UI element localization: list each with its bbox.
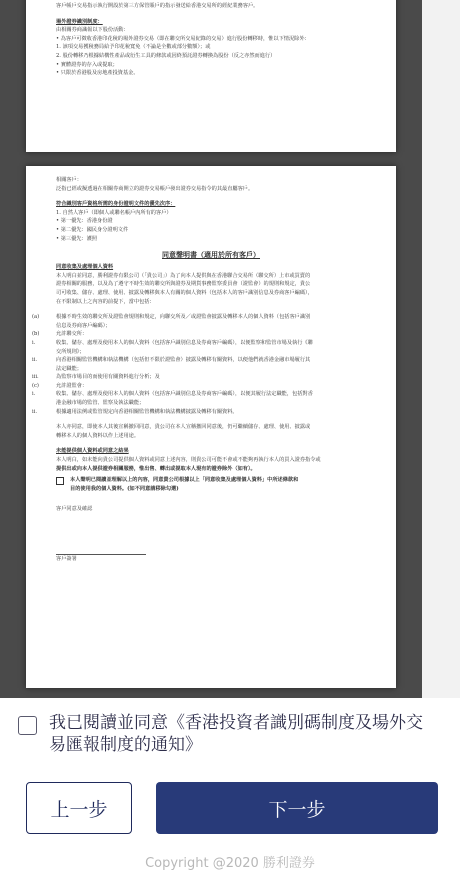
consent-item bbox=[32, 313, 366, 322]
item-text: 收集、儲存、處理及使用本人的個人資料（包括客戶識別信息及券商客戶編碼），以便監察和監管市場及執行《聯 bbox=[56, 339, 313, 346]
pdf-text: 由相關券商識報以下股份活動： bbox=[56, 27, 129, 34]
consent-item bbox=[32, 382, 366, 391]
item-mark: (a) bbox=[32, 314, 40, 321]
item-text: 交所規則》； bbox=[56, 348, 85, 355]
pdf-text: 本人亦同意，即使本人其後宣稱撤回同意，貴公司在本人宣稱撤回同意後，仍可繼續儲存、處理、使用、披露或 bbox=[56, 424, 311, 431]
pdf-text: • 第二優先：國民身分證明文件 bbox=[56, 226, 129, 233]
consent-item bbox=[56, 322, 366, 331]
agree-checkbox[interactable] bbox=[18, 716, 37, 735]
pdf-text: 本人聲明已閱讀並理解以上的內容，同意貴公司根據以上「同意收集及處理個人資料」中所述條款和 bbox=[70, 477, 299, 484]
item-mark: ii. bbox=[32, 408, 37, 415]
item-text: 信息及券商客戶編碼）； bbox=[56, 322, 111, 329]
pdf-text: 泛指已經或擬透過在相關券商開立的證券交易帳戶發出證券交易指令的其最直屬客戶。 bbox=[56, 185, 254, 192]
consent-subtitle: 同意收集及處理個人資料 bbox=[56, 264, 114, 271]
next-button[interactable]: 下一步 bbox=[156, 782, 438, 834]
item-mark: (c) bbox=[32, 382, 39, 389]
pdf-text: 證券相關的服務，以及為了遵守不時生效的聯交所與證券及期貨事務監察委員會（證監會）的規則和規定，貴公 bbox=[56, 281, 311, 288]
item-text: 收集、儲存、處理及使用本人的個人資料（包括客戶識別信息及券商客戶編碼），以便其履行法定職能，包括對香 bbox=[56, 391, 313, 398]
pdf-text: 本人明白，如未能向貴公司提供個人資料或同意上述內容，則貴公司可能不會或不能夠再執行本人的買入證券指令或 bbox=[56, 457, 321, 464]
consent-item bbox=[32, 408, 366, 417]
pdf-text: 本人明白並同意，勝利證券有限公司（「貴公司」）為了向本人提供與在香港聯合交易所（聯交所）上市或買賣的 bbox=[56, 272, 311, 279]
item-text: 允許聯交所： bbox=[56, 331, 88, 338]
pdf-consent-checkbox bbox=[56, 476, 366, 493]
pdf-text: 1. 該項交易獲稅務局給予印花稅寬免（不論是全數或部分數額）；或 bbox=[56, 44, 211, 51]
noconsent-title: 未能提供個人資料或同意之結果 bbox=[56, 448, 129, 455]
item-text: 允許證監會： bbox=[56, 382, 88, 389]
pdf-text: 轉移本人的個人資料以作上述用途。 bbox=[56, 432, 140, 439]
consent-item bbox=[56, 348, 366, 357]
consent-item bbox=[56, 399, 366, 408]
viewer-side-panel bbox=[422, 0, 460, 698]
item-text: 根據適用法例或監管規定向香港相關監管機構和執法機構披露及轉移有關資料。 bbox=[56, 408, 238, 415]
pdf-text: • 實體證券的存入或提取； bbox=[56, 61, 118, 68]
consent-item bbox=[32, 356, 366, 365]
pdf-text: 提供出或向本人提供證券相關服務，惟出售、轉出或提取本人現有的證券除外（如有）。 bbox=[56, 465, 256, 472]
item-mark bbox=[32, 348, 56, 357]
item-text: 向香港相關監管機構和執法機構（包括但不限於證監會）披露及轉移有關資料，以便他們就香港金融市場履行其 bbox=[56, 357, 311, 364]
item-mark: i. bbox=[32, 391, 36, 398]
consent-item bbox=[32, 390, 366, 399]
pdf-page-2 bbox=[26, 166, 396, 688]
item-mark bbox=[32, 365, 56, 374]
item-text: 港金融市場的監管、監察及執法職能； bbox=[56, 400, 145, 407]
pdf-text: 相關客戶： bbox=[56, 177, 82, 183]
client-consent-label: 客戶同意及確認 bbox=[56, 506, 93, 513]
agree-label: 我已閱讀並同意《香港投資者識別碼制度及場外交易匯報制度的通知》 bbox=[49, 713, 423, 755]
prev-button[interactable]: 上一步 bbox=[26, 782, 132, 834]
consent-item bbox=[56, 365, 366, 374]
pdf-text: 目的使用我的個人資料。(如不同意請移除勾選) bbox=[70, 485, 179, 492]
item-mark: (b) bbox=[32, 331, 40, 338]
consent-item bbox=[32, 373, 366, 382]
pdf-text: • 第三優先：護照 bbox=[56, 235, 98, 242]
pdf-text: 客戶帳戶交易指示執行開設於第三方保管賬戶的指示發送給香港交易所的經紀業務客戶。 bbox=[56, 3, 259, 9]
client-sign-label: 客戶簽署 bbox=[56, 556, 77, 562]
pdf-text: • 為客戶可徵收香港印花稅的場外證券交易（即在聯交所交易紀錄的交易）進行股份轉移時，惟以下情況除外： bbox=[56, 35, 310, 42]
copyright-text: Copyright @2020 勝利證券 bbox=[145, 856, 315, 871]
consent-item bbox=[32, 330, 366, 339]
pdf-text: 在不限制以上之內容的前提下，當中包括： bbox=[56, 298, 155, 305]
item-text: 為監察市場目的而使用有關資料進行分析；及 bbox=[56, 374, 160, 381]
pdf-text: 1. 自然人客戶（即個人或聯名帳戶內所有的客戶） bbox=[56, 209, 172, 216]
consent-title: 同意聲明書（適用於所有客戶） bbox=[162, 250, 260, 260]
pdf-heading: 符合識別客戶資格所需的身份證明文件的優先次序： bbox=[56, 201, 176, 208]
pdf-page-1 bbox=[26, 0, 396, 152]
item-mark bbox=[32, 322, 56, 331]
consent-item bbox=[32, 339, 366, 348]
item-mark: iii. bbox=[32, 374, 39, 381]
agree-checkbox-row[interactable] bbox=[18, 712, 438, 756]
pdf-text: 2. 股份轉移乃根據結構性產品或衍生工具的條款或因終預託證券轉換為股份（反之亦然而進行） bbox=[56, 52, 276, 59]
item-mark: ii. bbox=[32, 357, 37, 364]
pdf-heading: 場外證券識別制度： bbox=[56, 18, 103, 25]
pdf-text: • 只限於香港股及房地產投資基金。 bbox=[56, 70, 139, 77]
pdf-text: 司可收集、儲存、處理、使用、披露及轉移與本人有關的個人資料（包括本人的客戶識別信息及券商客戶編碼）， bbox=[56, 289, 313, 296]
checkbox-icon bbox=[56, 477, 64, 485]
item-mark bbox=[32, 399, 56, 408]
pdf-text: • 第一優先：香港身份證 bbox=[56, 218, 113, 225]
item-text: 法定職能； bbox=[56, 365, 82, 372]
item-text: 根據不時生效的聯交所及證監會規則和規定，向聯交所及／或證監會披露及轉移本人的個人資料（包括客戶識別 bbox=[56, 314, 311, 321]
item-mark: i. bbox=[32, 339, 36, 346]
